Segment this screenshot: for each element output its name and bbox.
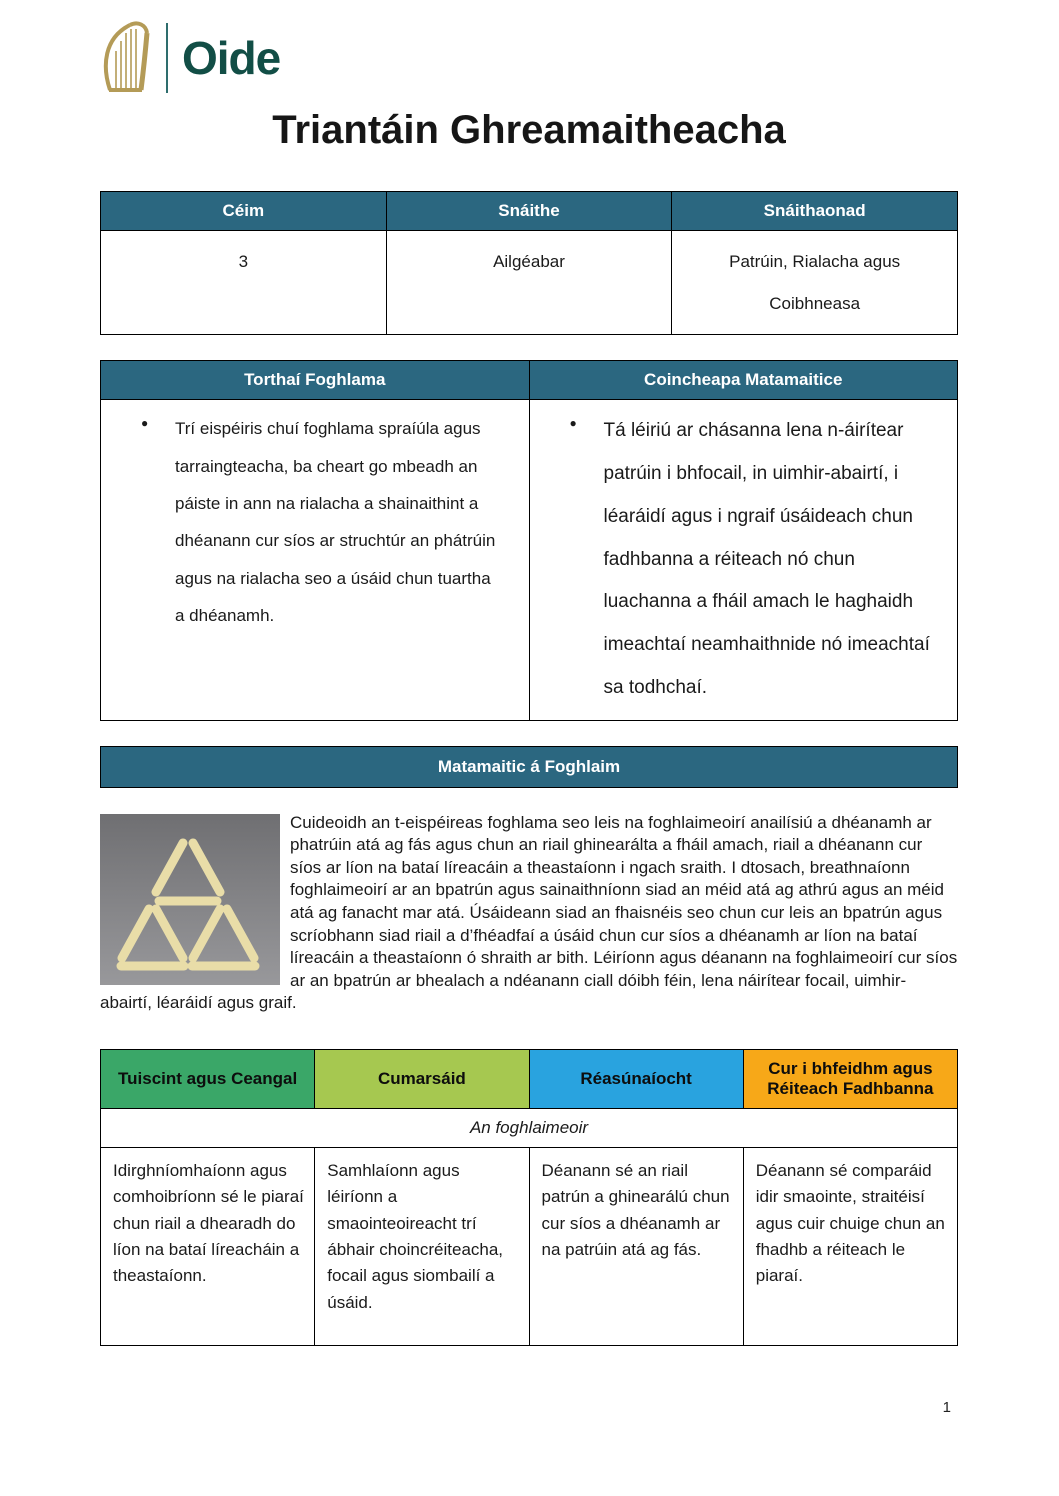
cell-tuiscint-agus-ceangal: Idirghníomhaíonn agus comhoibríonn sé le piaraí chun riail a dhearadh do líon na bataí líreacháin a theastaíonn. (101, 1148, 315, 1346)
cell-coincheapa-matamaitice (529, 400, 958, 720)
cell-cur-i-bhfeidhm: Déanann sé comparáid idir smaointe, straitéisí agus cuir chuige chun an fhadhb a réiteach le piaraí. (743, 1148, 957, 1346)
table-row (101, 231, 958, 335)
page-number: 1 (942, 1399, 951, 1416)
learning-section (100, 812, 958, 1015)
outcomes-concepts-table (100, 360, 958, 720)
cell-cumarsaid: Samhlaíonn agus léiríonn a smaointeoireacht trí ábhair choincréiteacha, focail agus siombailí a úsáid. (315, 1148, 529, 1346)
logo-divider (166, 23, 168, 93)
page-title: Triantáin Ghreamaitheacha (272, 108, 786, 152)
table-header-row (101, 1050, 958, 1109)
column-header-torthai-foghlama: Torthaí Foghlama (101, 361, 530, 400)
column-header-ceim: Céim (101, 192, 387, 231)
cell-reasunaiocht: Déanann sé an riail patrún a ghinearálú chun cur síos a dhéanamh ar na patrúin atá ag fás. (529, 1148, 743, 1346)
table-subheader-row (101, 1109, 958, 1148)
bullet-list (141, 410, 505, 634)
subheader-an-foghlaimeoir: An foghlaimeoir (101, 1109, 958, 1148)
column-header-cur-i-bhfeidhm: Cur i bhfeidhm agus Réiteach Fadhbanna (743, 1050, 957, 1109)
list-item: ● Tá léiriú ar chásanna lena n-áirítear patrúin i bhfocail, in uimhir-abairtí, i léaráidí agus i ngraif úsáideach chun fadhbanna a réiteach nó chun luachanna a fháil amach le haghaidh imeachtaí neamhaithnide nó imeachtaí sa todhchaí. (570, 410, 934, 709)
learning-paragraph: Cuideoidh an t-eispéireas foghlama seo leis na foghlaimeoirí anailísiú a dhéanamh ar phatrúin atá ag fás agus chun an riail ghinearálta a fháil amach, riail a dhéanann cur síos ar líon na bataí líreacáin a theastaíonn i ngach sraith. I dtosach, breathnaíonn foghlaimeoirí ar an bpatrún agus sainaithníonn siad an méid atá ag athrú agus an méid atá ag fanacht mar atá. Úsáideann siad an fhaisnéis seo chun cur leis an bpatrún agus scríobhann siad riail a d’fhéadfaí a úsáid chun cur síos a dhéanamh ar líon na bataí líreacáin a theastaíonn ó shraith ar bith. Léiríonn agus déanann na foghlaimeoirí cur síos ar an bpatrún ar bhealach a ndéanann ciall dóibh féin, lena náirítear focail, uimhir-abairtí, léaráidí agus graif. (100, 812, 958, 1013)
cell-ceim-value: 3 (101, 231, 387, 335)
curriculum-info-table (100, 191, 958, 335)
harp-icon (100, 18, 152, 99)
column-header-tuiscint-agus-ceangal: Tuiscint agus Ceangal (101, 1050, 315, 1109)
bullet-list (570, 410, 934, 709)
column-header-reasunaiocht: Réasúnaíocht (529, 1050, 743, 1109)
cell-torthai-foghlama (101, 400, 530, 720)
cell-snaithe-value: Ailgéabar (386, 231, 672, 335)
table-row (101, 1148, 958, 1346)
table-header-row (101, 192, 958, 231)
column-header-snaithe: Snáithe (386, 192, 672, 231)
section-banner-matamaitic-a-foghlaim: Matamaitic á Foghlaim (100, 746, 958, 788)
table-header-row (101, 361, 958, 400)
column-header-cumarsaid: Cumarsáid (315, 1050, 529, 1109)
brand-name: Oide (182, 32, 281, 84)
table-row (101, 400, 958, 720)
column-header-coincheapa-matamaitice: Coincheapa Matamaitice (529, 361, 958, 400)
list-item: ● Trí eispéiris chuí foghlama spraíúla agus tarraingteacha, ba cheart go mbeadh an páiste in ann na rialacha a shainaithint a dhéanann cur síos ar struchtúr an phátrúin agus na rialacha seo a úsáid chun tuartha a dhéanamh. (141, 410, 505, 634)
logo (100, 16, 958, 100)
column-header-snaithaonad: Snáithaonad (672, 192, 958, 231)
matchstick-triangles-photo (100, 814, 280, 985)
cell-snaithaonad-value: Patrúin, Rialacha agus Coibhneasa (672, 231, 958, 335)
skills-table (100, 1049, 958, 1346)
